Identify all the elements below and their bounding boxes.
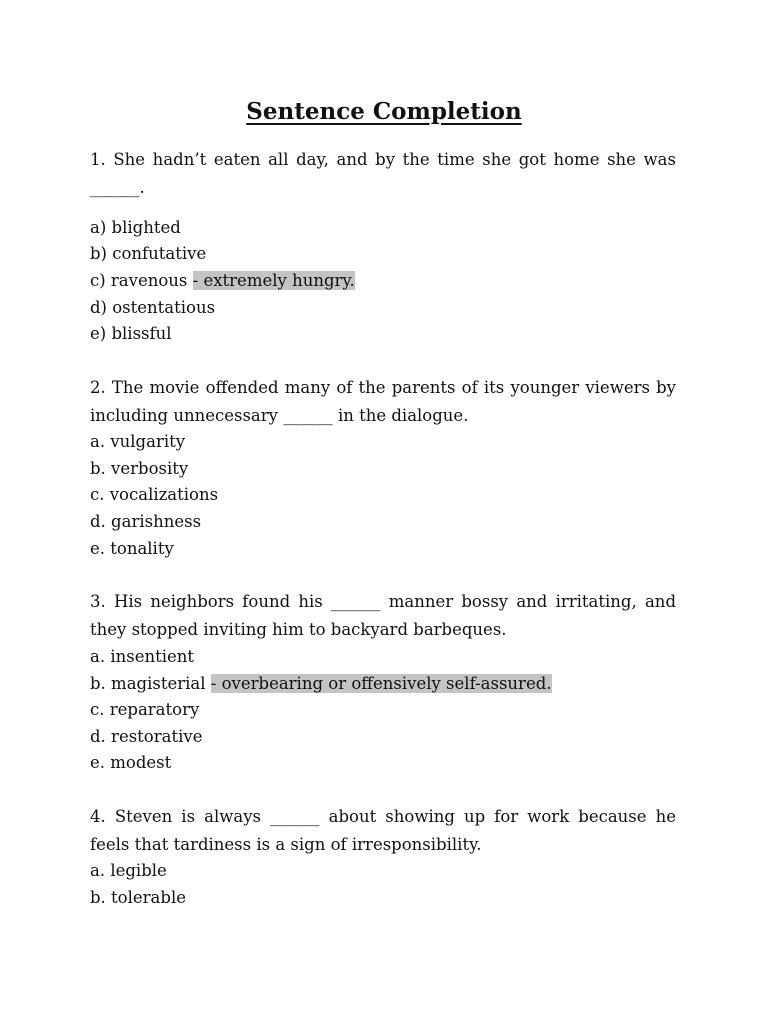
question-1-option-e <box>90 321 172 347</box>
option-label: e. modest <box>90 753 172 772</box>
question-3-option-b <box>90 671 552 697</box>
option-label: d. garishness <box>90 512 202 531</box>
option-label: a. legible <box>90 861 167 880</box>
page-title: Sentence Completion <box>246 98 522 125</box>
option-label: c. vocalizations <box>90 485 219 504</box>
highlighted-definition: - overbearing or offensively self-assured. <box>210 674 552 693</box>
question-4-text: 4. Steven is always ______ about showing up for work because he feels that tardiness is a sign of irresponsibility. <box>90 807 676 854</box>
question-4-option-b <box>90 885 186 911</box>
question-2-option-a <box>90 429 185 455</box>
option-label: a) blighted <box>90 218 181 237</box>
option-label: c) ravenous <box>90 271 188 290</box>
option-label: d) ostentatious <box>90 298 216 317</box>
option-label: a. vulgarity <box>90 432 186 451</box>
option-label: b) confutative <box>90 244 207 263</box>
question-1-text: 1. She hadn’t eaten all day, and by the time she got home she was ______. <box>90 150 676 197</box>
question-2-option-e <box>90 536 174 562</box>
question-2-text: 2. The movie offended many of the parents of its younger viewers by including unnecessary ______ in the dialogue. <box>90 378 676 425</box>
question-4-option-a <box>90 858 167 884</box>
question-1-option-d <box>90 295 215 321</box>
question-3-option-e <box>90 750 171 776</box>
question-3-option-a <box>90 644 194 670</box>
option-label: b. tolerable <box>90 888 186 907</box>
option-label: e. tonality <box>90 539 174 558</box>
option-label: c. reparatory <box>90 700 200 719</box>
option-label: e) blissful <box>90 324 172 343</box>
question-2-option-c <box>90 482 218 508</box>
question-1-option-b <box>90 241 206 267</box>
question-2-option-b <box>90 456 188 482</box>
question-1-option-a <box>90 215 181 241</box>
option-label: a. insentient <box>90 647 195 666</box>
option-label: b. magisterial <box>90 674 206 693</box>
question-1-option-c <box>90 268 355 294</box>
question-2-option-d <box>90 509 201 535</box>
question-3-text: 3. His neighbors found his ______ manner bossy and irritating, and they stopped inviting him to backyard barbeques. <box>90 592 676 639</box>
option-label: d. restorative <box>90 727 203 746</box>
option-label: b. verbosity <box>90 459 189 478</box>
highlighted-definition: - extremely hungry. <box>192 271 355 290</box>
question-3-option-c <box>90 697 199 723</box>
question-3-option-d <box>90 724 202 750</box>
